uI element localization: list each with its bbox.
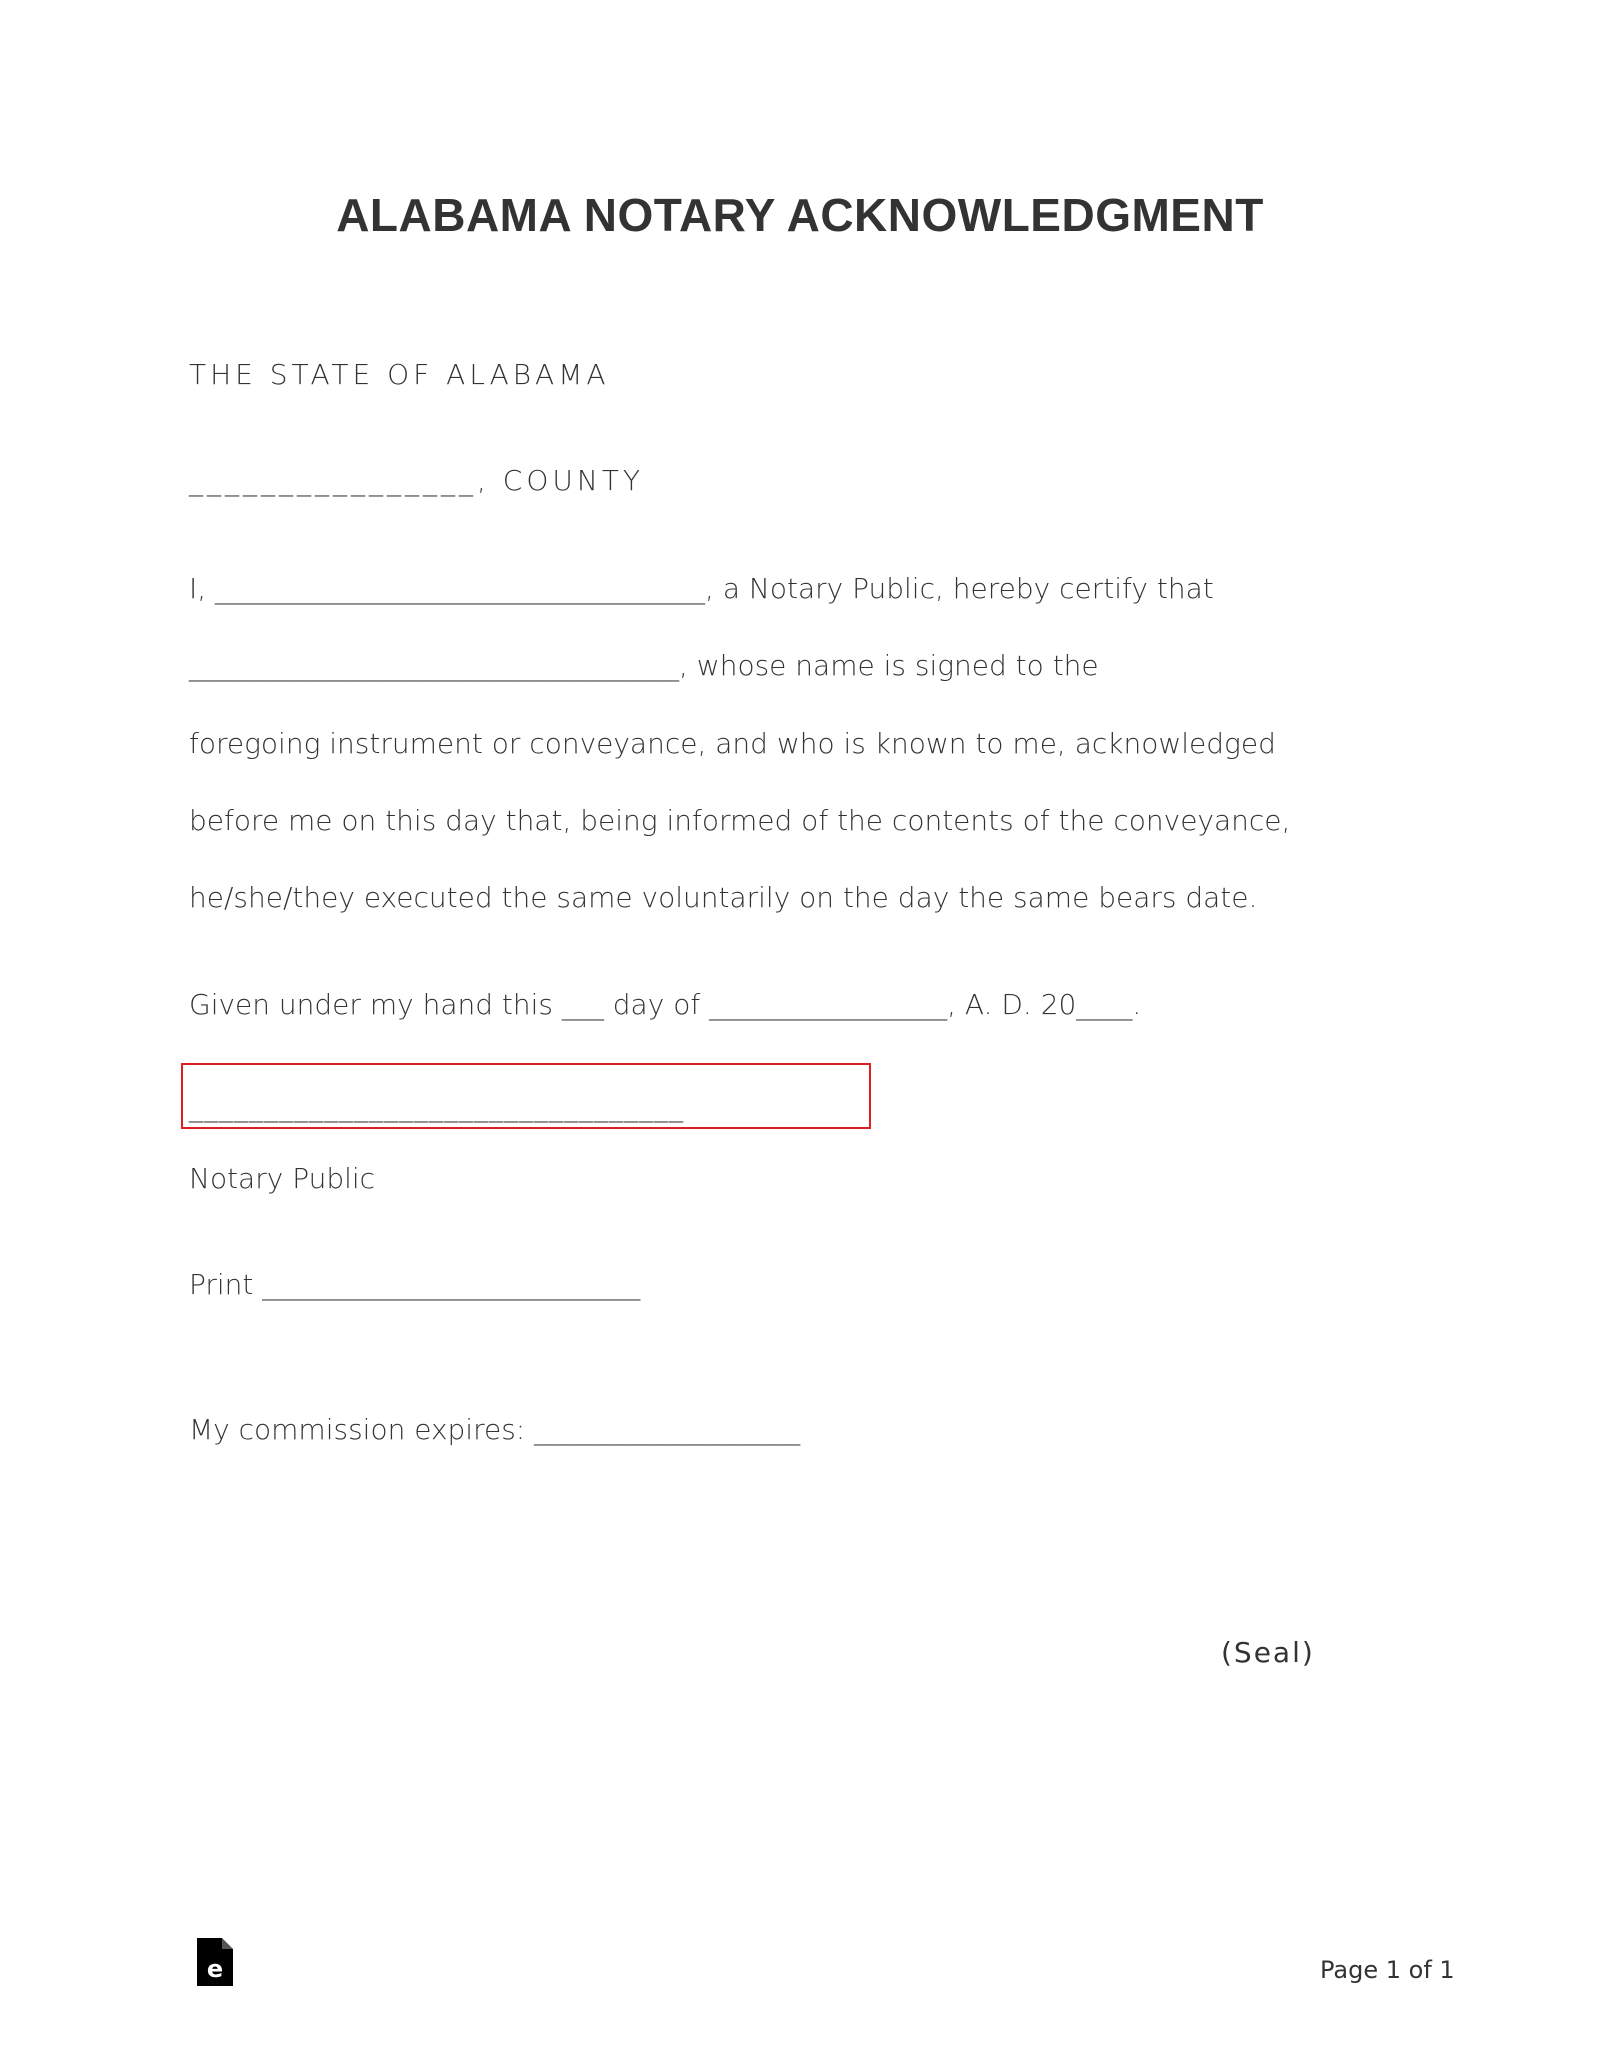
given-line: Given under my hand this ___ day of _________________, A. D. 20____. bbox=[189, 988, 1142, 1021]
notary-public-label: Notary Public bbox=[189, 1162, 376, 1195]
state-line: THE STATE OF ALABAMA bbox=[189, 358, 610, 391]
page-number: Page 1 of 1 bbox=[1320, 1956, 1455, 1984]
county-line: ________________, COUNTY bbox=[189, 464, 645, 497]
print-line: Print ___________________________ bbox=[189, 1268, 641, 1301]
esign-document-icon bbox=[197, 1938, 233, 1986]
executed-line: he/she/they executed the same voluntarily on the day the same bears date. bbox=[189, 881, 1258, 914]
document-title: ALABAMA NOTARY ACKNOWLEDGMENT bbox=[336, 189, 1264, 241]
signer-line: ___________________________________, whose name is signed to the bbox=[189, 649, 1099, 682]
commission-line: My commission expires: ___________________ bbox=[189, 1413, 801, 1446]
informed-line: before me on this day that, being informed of the contents of the conveyance, bbox=[189, 804, 1291, 837]
svg-text:e: e bbox=[206, 1955, 224, 1983]
seal-label: (Seal) bbox=[1221, 1636, 1315, 1669]
certify-line: I, ___________________________________, a Notary Public, hereby certify that bbox=[189, 572, 1214, 605]
instrument-line: foregoing instrument or conveyance, and who is known to me, acknowledged bbox=[189, 727, 1276, 760]
signature-line: _________________________________ bbox=[189, 1090, 684, 1123]
